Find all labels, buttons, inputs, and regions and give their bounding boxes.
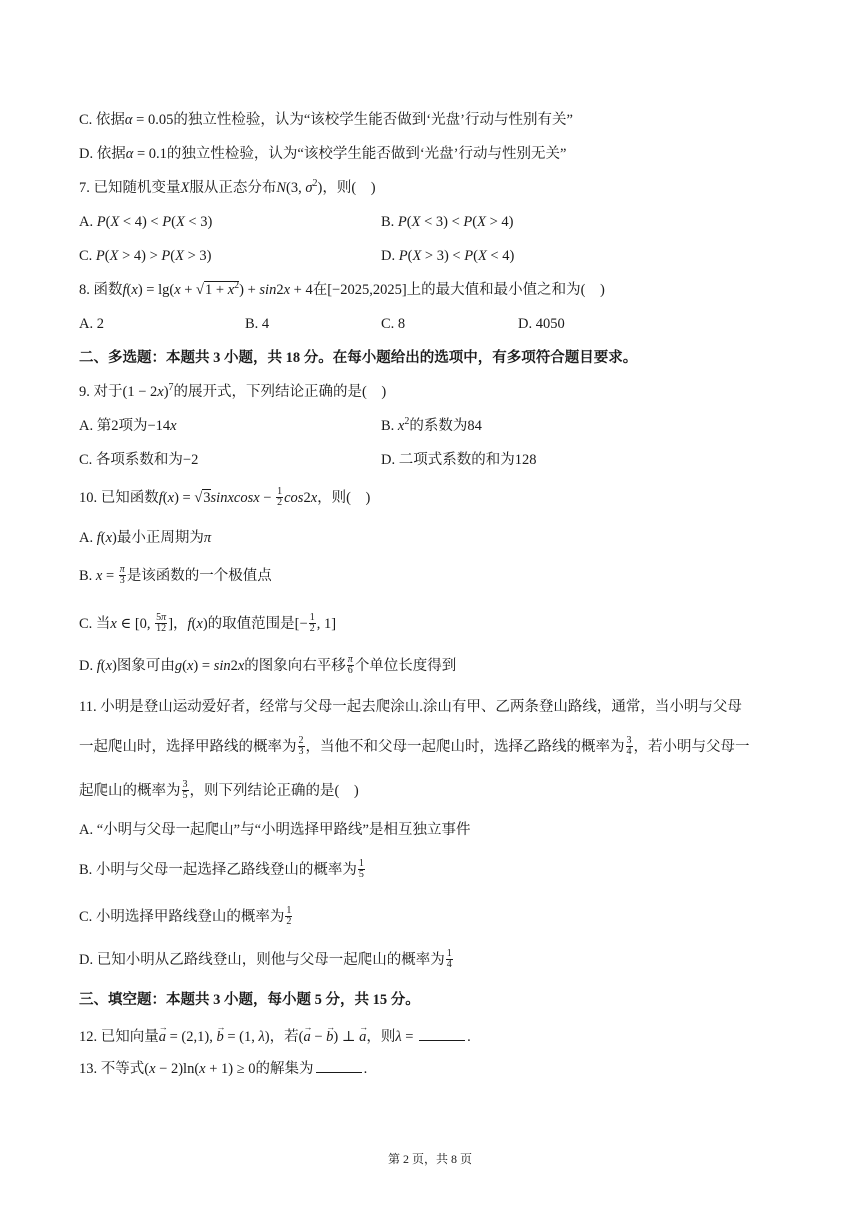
q10-option-c: C. 当x ∈ [0, $\frac{5\pi}{12}$ ]，f(x)的取值范围是[− $\frac{1}{2}$ , 1] <box>79 612 337 635</box>
q11-stem-line-3: 起爬山的概率为 $\frac{3}{5}$ ，则下列结论正确的是( ) <box>79 779 359 802</box>
q10-option-a: A. f(x)最小正周期为π <box>79 530 212 546</box>
q10-stem: 10. 已知函数f(x) = √3sinxcosx − $\frac{1}{2}$ cos2x，则( ) <box>79 486 371 509</box>
q8-option-b: B. 4 <box>245 316 270 332</box>
q8-option-c: C. 8 <box>381 316 406 332</box>
q9-stem: 9. 对于$(1 - 2x)^7$的展开式，下列结论正确的是( ) <box>79 382 387 400</box>
q10-option-b: B. x = $\frac{\pi}{3}$ 是该函数的一个极值点 <box>79 564 272 587</box>
q6-option-c: C. 依据α = 0.05的独立性检验，认为“该校学生能否做到‘光盘’行动与性别有关” <box>79 112 573 128</box>
q6-option-d: D. 依据α = 0.1的独立性检验，认为“该校学生能否做到‘光盘’行动与性别无关” <box>79 146 567 162</box>
q8-option-d: D. 4050 <box>518 316 565 332</box>
q12-answer-blank[interactable] <box>419 1026 465 1041</box>
q8-option-a: A. 2 <box>79 316 104 332</box>
q9-option-a: A. 第2项为−14x <box>79 418 177 434</box>
q13-stem: 13. 不等式(x − 2)ln(x + 1) ≥ 0的解集为 . <box>79 1058 367 1079</box>
q8-stem: 8. 函数$f(x) = \lg(x + √1 + x^2) + \sin 2x + 4$在[−2025,2025]上的最大值和最小值之和为( ) <box>79 280 605 298</box>
q7-option-a: A. P(X < 4) < P(X < 3) <box>79 214 213 230</box>
q9-option-b: B. $x^2$的系数为84 <box>381 416 482 434</box>
q12-stem: 12. 已知向量→ a = (2,1), → b = (1, λ)，若(→ a − → b) ⊥ → a，则λ = . <box>79 1026 471 1047</box>
q11-option-b: B. 小明与父母一起选择乙路线登山的概率为 $\frac{1}{5}$ <box>79 858 364 881</box>
q9-option-d: D. 二项式系数的和为128 <box>381 452 537 468</box>
q7-stem: 7. 已知随机变量X服从正态分布N(3, $\sigma^2$)，则( ) <box>79 178 376 196</box>
q11-option-a: A. “小明与父母一起爬山”与“小明选择甲路线”是相互独立事件 <box>79 822 471 838</box>
q10-option-d: D. f(x)图象可由g(x) = sin2x的图象向右平移 $\frac{\pi}{6}$ 个单位长度得到 <box>79 654 457 677</box>
q7-option-d: D. P(X > 3) < P(X < 4) <box>381 248 515 264</box>
q13-answer-blank[interactable] <box>316 1058 362 1073</box>
q11-option-d: D. 已知小明从乙路线登山，则他与父母一起爬山的概率为 $\frac{1}{4}$ <box>79 948 452 971</box>
q11-stem-line-2: 一起爬山时，选择甲路线的概率为 $\frac{2}{3}$ ，当他不和父母一起爬山时，选择乙路线的概率为 $\frac{3}{4}$ ，若小明与父母一 <box>79 735 750 758</box>
section-2-heading: 二、多选题：本题共 3 小题，共 18 分。在每小题给出的选项中，有多项符合题目要求。 <box>79 350 638 366</box>
q11-option-c: C. 小明选择甲路线登山的概率为 $\frac{1}{2}$ <box>79 905 292 928</box>
q11-stem-line-1: 11. 小明是登山运动爱好者，经常与父母一起去爬涂山.涂山有甲、乙两条登山路线，通常，当小明与父母 <box>79 699 742 715</box>
section-3-heading: 三、填空题：本题共 3 小题，每小题 5 分，共 15 分。 <box>79 992 420 1008</box>
page-footer: 第 2 页，共 8 页 <box>387 1152 472 1166</box>
q9-option-c: C. 各项系数和为−2 <box>79 452 199 468</box>
q7-option-b: B. P(X < 3) < P(X > 4) <box>381 214 514 230</box>
q7-option-c: C. P(X > 4) > P(X > 3) <box>79 248 212 264</box>
